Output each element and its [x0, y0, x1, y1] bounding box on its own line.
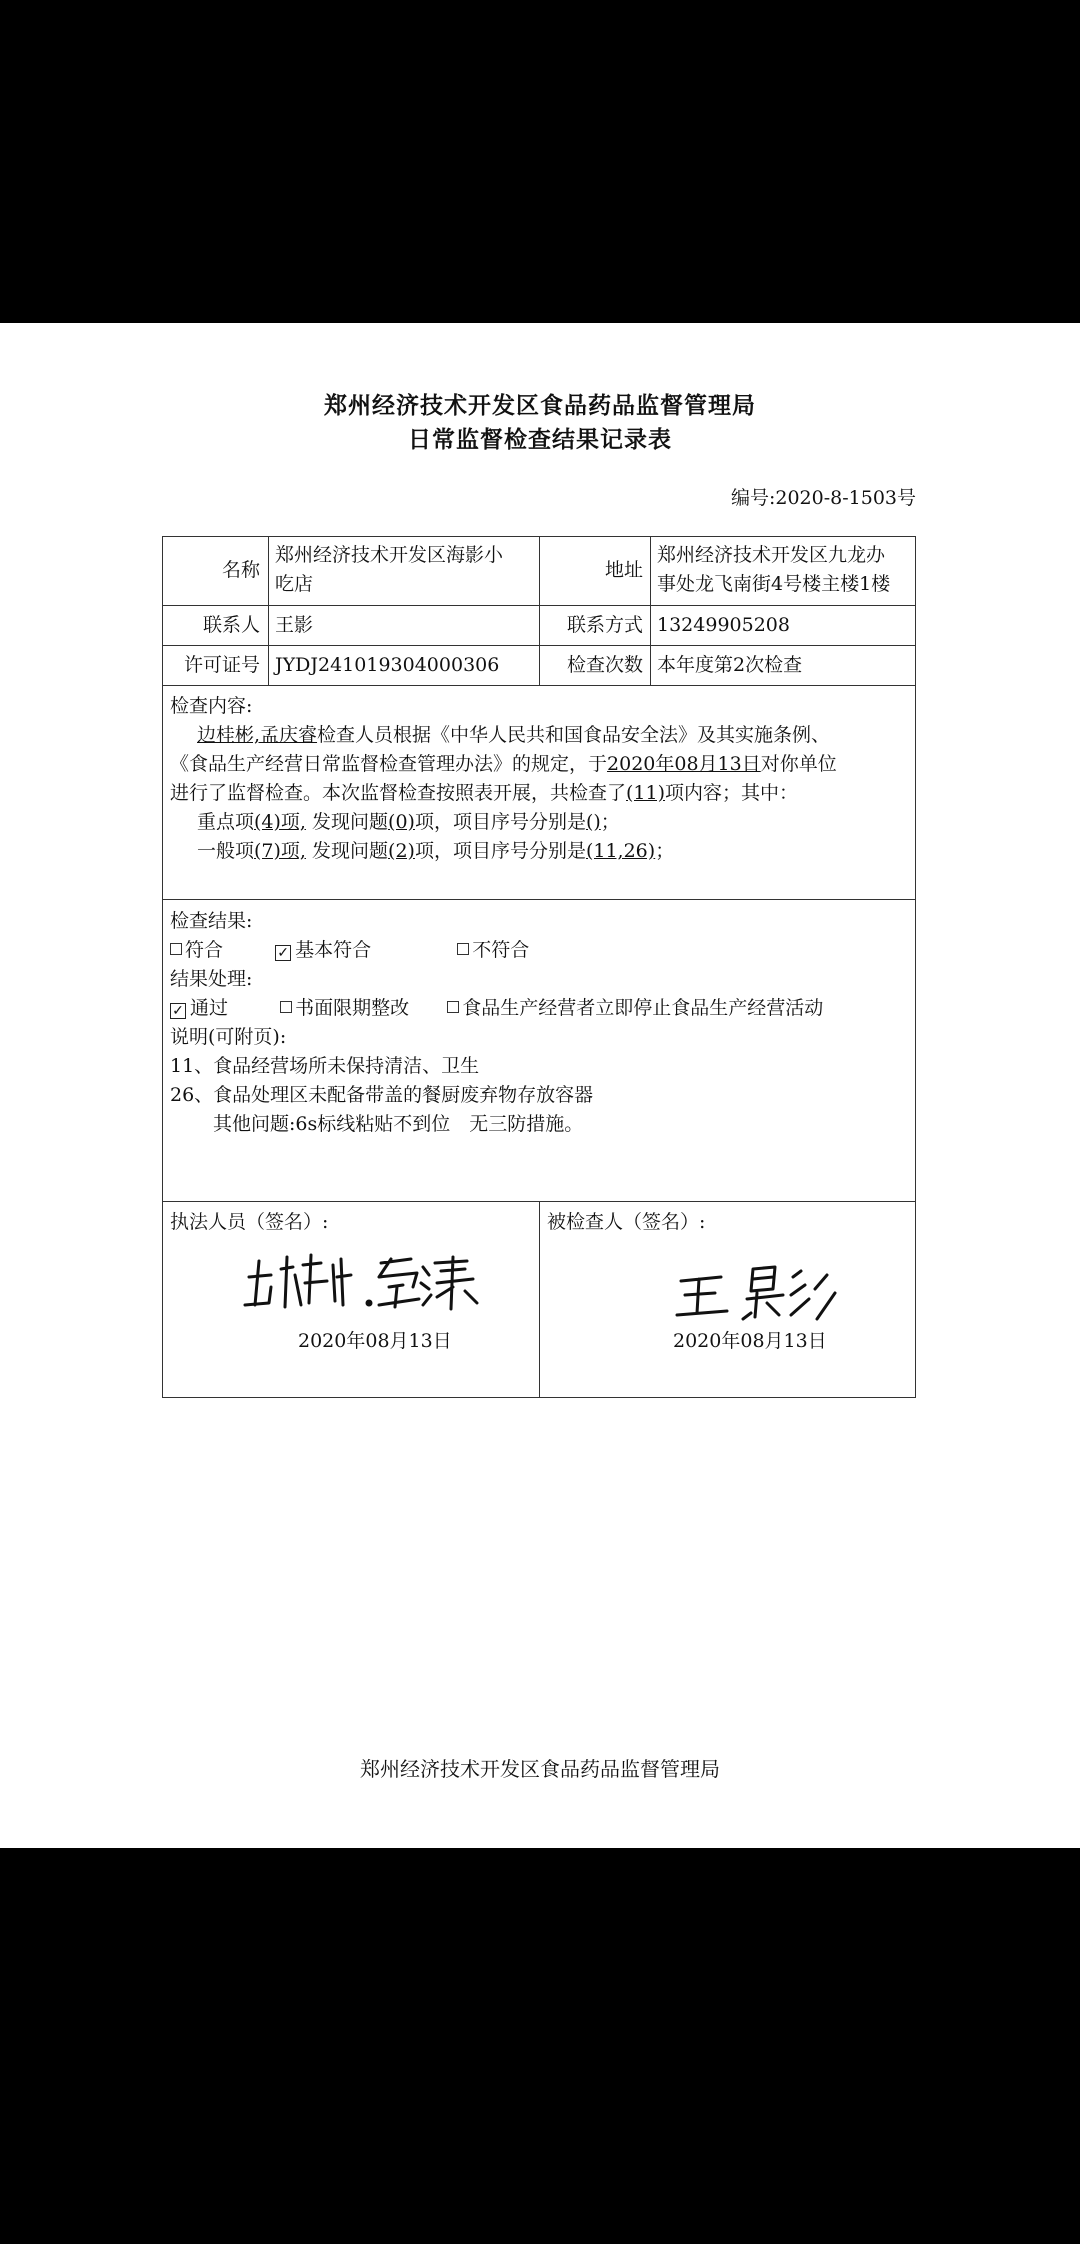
- address-value-line-2: 事处龙飞南街4号楼主楼1楼: [657, 573, 891, 595]
- results-heading: 检查结果:: [170, 910, 253, 932]
- key-items-line: 重点项(4)项, 发现问题(0)项，项目序号分别是()；: [197, 811, 620, 833]
- license-value: JYDJ241019304000306: [275, 654, 500, 676]
- note-item-3: 其他问题:6s标线粘贴不到位 无三防措施。: [213, 1113, 584, 1135]
- inspection-date: 2020年08月13日: [607, 753, 761, 775]
- checkbox-empty-icon: [170, 943, 182, 955]
- officer-handwritten-signature: [241, 1247, 481, 1327]
- option-basic-comply[interactable]: ✓ 基本符合: [275, 939, 371, 961]
- contact-label: 联系人: [202, 614, 260, 636]
- content-paragraph-line-1: 边桂彬,孟庆睿检查人员根据《中华人民共和国食品安全法》及其实施条例、: [197, 724, 831, 746]
- document-number: 编号:2020-8-1503号: [730, 487, 916, 509]
- footer-issuer: 郑州经济技术开发区食品药品监督管理局: [360, 1757, 720, 1781]
- inspection-count-label: 检查次数: [566, 654, 643, 676]
- option-pass[interactable]: ✓ 通过: [170, 997, 228, 1019]
- officer-signature-label: 执法人员（签名）:: [170, 1211, 329, 1233]
- option-noncomply[interactable]: 不符合: [457, 939, 529, 961]
- name-value-line-1: 郑州经济技术开发区海影小: [275, 544, 504, 566]
- general-items-line: 一般项(7)项, 发现问题(2)项，项目序号分别是(11,26)；: [197, 840, 675, 862]
- checkbox-empty-icon: [457, 943, 469, 955]
- checkbox-empty-icon: [447, 1001, 459, 1013]
- inspection-count-value: 本年度第2次检查: [657, 654, 803, 676]
- phone-label: 联系方式: [566, 614, 643, 636]
- handling-options: [170, 994, 823, 1023]
- content-heading: 检查内容:: [170, 695, 253, 717]
- notes-heading: 说明(可附页):: [170, 1026, 287, 1048]
- inspected-signature-label: 被检查人（签名）:: [547, 1211, 706, 1233]
- license-label: 许可证号: [183, 654, 260, 676]
- content-paragraph-line-2: 《食品生产经营日常监督检查管理办法》的规定，于2020年08月13日对你单位: [170, 753, 837, 775]
- document-page: [0, 323, 1080, 1848]
- note-item-1: 11、食品经营场所未保持清洁、卫生: [170, 1055, 480, 1077]
- inspectors-names: 边桂彬,孟庆睿: [197, 724, 318, 746]
- option-comply[interactable]: 符合: [170, 939, 223, 961]
- address-value-line-1: 郑州经济技术开发区九龙办: [657, 544, 886, 566]
- inspection-form: [162, 536, 916, 1398]
- name-value-line-2: 吃店: [275, 573, 314, 595]
- note-item-2: 26、食品处理区未配备带盖的餐厨废弃物存放容器: [170, 1084, 594, 1106]
- officer-signature-date: 2020年08月13日: [298, 1330, 452, 1352]
- content-paragraph-line-3: 进行了监督检查。本次监督检查按照表开展，共检查了(11)项内容；其中：: [170, 782, 799, 804]
- contact-value: 王影: [275, 614, 314, 636]
- title-line-1: 郑州经济技术开发区食品药品监督管理局: [324, 392, 756, 419]
- inspected-handwritten-signature: [675, 1259, 845, 1329]
- results-options: [170, 936, 529, 965]
- inspected-signature-date: 2020年08月13日: [673, 1330, 827, 1352]
- phone-value: 13249905208: [657, 614, 790, 636]
- handling-heading: 结果处理:: [170, 968, 253, 990]
- checkbox-checked-icon: ✓: [170, 1003, 186, 1019]
- checkbox-checked-icon: ✓: [275, 945, 291, 961]
- option-stop-operations[interactable]: 食品生产经营者立即停止食品生产经营活动: [447, 997, 823, 1019]
- total-items: (11): [626, 782, 666, 804]
- name-label: 名称: [221, 559, 260, 581]
- address-label: 地址: [604, 559, 643, 581]
- checkbox-empty-icon: [280, 1001, 292, 1013]
- option-rectify[interactable]: 书面限期整改: [280, 997, 409, 1019]
- title-line-2: 日常监督检查结果记录表: [408, 426, 672, 453]
